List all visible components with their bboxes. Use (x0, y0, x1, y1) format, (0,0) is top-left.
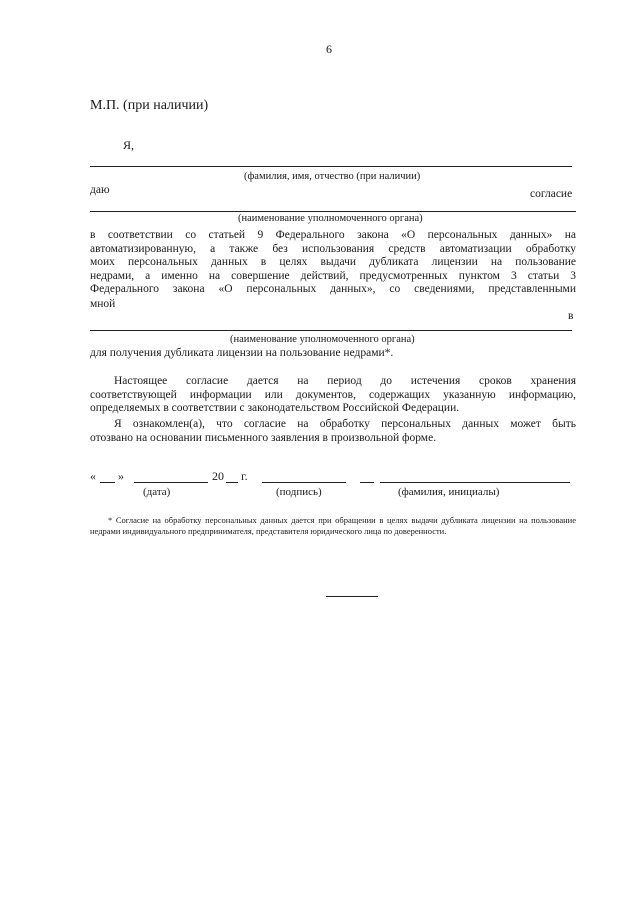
paragraph-line: Федерального закона «О персональных данных», со сведениями, представленными (90, 283, 576, 295)
pronoun-ya: Я, (123, 138, 135, 152)
signature-dash (360, 482, 374, 483)
word-mnoy: мной (90, 298, 116, 310)
name-field[interactable] (380, 482, 570, 483)
withdrawal-paragraph (90, 418, 576, 445)
day-field[interactable] (100, 482, 115, 483)
paragraph-line: автоматизированную, а также без использования средств автоматизации обработку (90, 242, 576, 255)
organ-field-line-1[interactable] (90, 211, 576, 212)
purpose-line: для получения дубликата лицензии на пользование недрами*. (90, 347, 394, 359)
stamp-placeholder: М.П. (при наличии) (90, 98, 209, 113)
signature-caption: (подпись) (276, 486, 322, 498)
date-close-quote: » (118, 469, 124, 483)
word-v: в (568, 310, 574, 322)
fio-field-line[interactable] (90, 166, 572, 167)
paragraph-line: Я ознакомлен(а), что согласие на обработку персональных данных может быть (114, 418, 576, 430)
date-open-quote: « (90, 469, 96, 483)
footnote: * Согласие на обработку персональных данных дается при обращении в целях выдачи дубликата лицензии на пользование недрами индивидуального предпринимателя, представителя юридического лица по доверенности. (90, 515, 576, 536)
year-field[interactable] (226, 482, 238, 483)
word-dayu: даю (90, 184, 110, 196)
paragraph-line: недрами, а именно на совершение действий, предусмотренных пунктом 3 статьи 3 (90, 269, 576, 282)
year-suffix: г. (241, 469, 248, 483)
month-field[interactable] (134, 482, 208, 483)
fio-caption: (фамилия, имя, отчество (при наличии) (244, 171, 421, 182)
paragraph-line: моих персональных данных в целях выдачи дубликата лицензии на пользование (90, 256, 576, 268)
paragraph-line: соответствующей информации или документов, содержащих указанную информацию, (90, 388, 576, 401)
name-caption: (фамилия, инициалы) (398, 486, 500, 498)
date-caption: (дата) (143, 486, 171, 498)
consent-period-paragraph (90, 375, 576, 416)
organ-caption-2: (наименование уполномоченного органа) (230, 334, 415, 345)
paragraph-line: отозвано на основании письменного заявления в произвольной форме. (90, 431, 437, 444)
paragraph-line: в соответствии со статьей 9 Федерального закона «О персональных данных» на (90, 229, 576, 241)
word-soglasie: согласие (530, 188, 573, 200)
organ-field-line-2[interactable] (90, 330, 572, 331)
paragraph-line: определяемых в соответствии с законодательством Российской Федерации. (90, 402, 460, 414)
end-divider (326, 596, 378, 597)
page-number: 6 (326, 42, 332, 56)
signature-field[interactable] (262, 482, 346, 483)
consent-paragraph-1 (90, 229, 576, 297)
paragraph-line: Настоящее согласие дается на период до истечения сроков хранения (114, 375, 576, 387)
year-prefix: 20 (212, 469, 224, 483)
organ-caption-1: (наименование уполномоченного органа) (238, 213, 423, 224)
